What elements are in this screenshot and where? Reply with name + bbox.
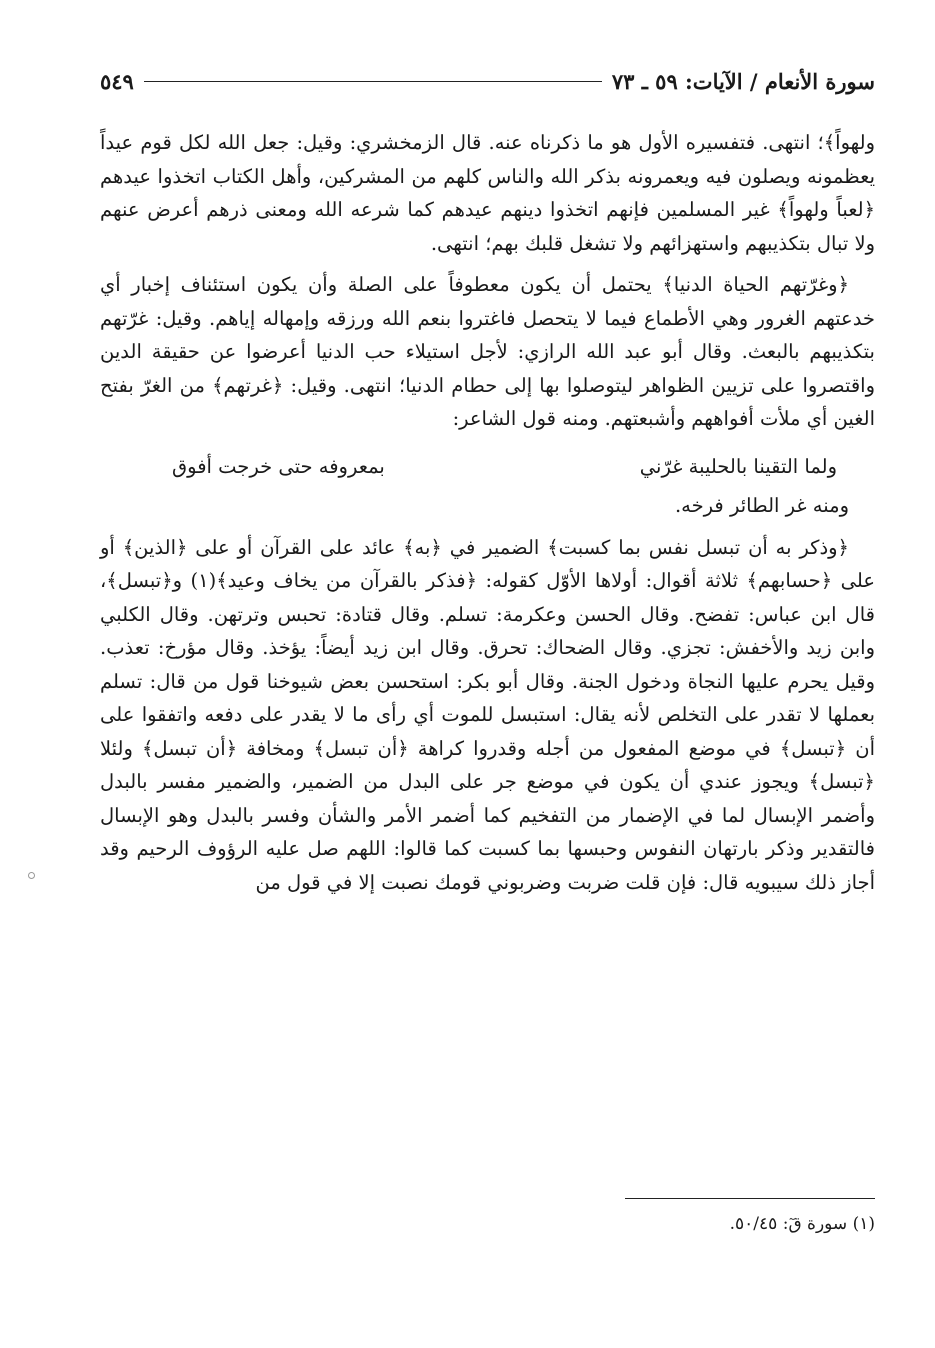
verse-second-hemistich: بمعروفه حتى خرجت أفوق xyxy=(172,454,385,478)
verse-first-hemistich: ولما التقينا بالحليبة غرّني xyxy=(639,454,837,478)
footnote: (١) سورة قٓ: ٥٠/٤٥. xyxy=(729,1214,875,1234)
running-header xyxy=(100,64,875,98)
paragraph-1: ولهواً﴾؛ انتهى. فتفسيره الأول هو ما ذكرناه عنه. قال الزمخشري: وقيل: جعل الله لكل قوم عيداً يعظمونه ويصلون فيه ويعمرونه بذكر الله والناس كلهم من المشركين، وأهل الكتاب اتخذوا عيدهم ﴿لعباً ولهواً﴾ غير المسلمين فإنهم اتخذوا دينهم عيدهم كما شرعه الله ومعنى ذرهم أعرض عنهم ولا تبال بتكذيبهم واستهزائهم ولا تشغل قلبك بهم؛ انتهى. xyxy=(100,131,875,255)
poetry-verse xyxy=(172,450,837,484)
running-title: سورة الأنعام / الآيات: ٥٩ ـ ٧٣ xyxy=(611,68,875,94)
header-rule xyxy=(144,81,602,82)
footnote-rule xyxy=(625,1198,875,1199)
margin-mark xyxy=(28,872,35,879)
paragraph-2: ﴿وغرّتهم الحياة الدنيا﴾ يحتمل أن يكون معطوفاً على الصلة وأن يكون استئناف إخبار أي خدعتهم الغرور وهي الأطماع فيما لا يتحصل فاغتروا بنعم الله ورزقه وإمهاله إياهم. وقيل: غرّتهم بتكذيبهم بالبعث. وقال أبو عبد الله الرازي: لأجل استيلاء حب الدنيا أعرضوا عن حقيقة الدين واقتصروا على تزيين الظواهر ليتوصلوا بها إلى حطام الدنيا؛ انتهى. وقيل: ﴿غرتهم﴾ من الغرّ بفتح الغين أي ملأت أفواههم وأشبعتهم. ومنه قول الشاعر: xyxy=(100,273,875,430)
paragraph-3: ﴿وذكر به أن تبسل نفس بما كسبت﴾ الضمير في ﴿به﴾ عائد على القرآن أو على ﴿الذين﴾ أو على ﴿حسابهم﴾ ثلاثة أقوال: أولاها الأوّل كقوله: ﴿فذكر بالقرآن من يخاف وعيد﴾(١) و﴿تبسل﴾، قال ابن عباس: تفضح. وقال الحسن وعكرمة: تسلم. وقال قتادة: تحبس وترتهن. وقال الكلبي وابن زيد والأخفش: تجزي. وقال الضحاك: تحرق. وقال ابن زيد أيضاً: يؤخذ. وقال مؤرخ: تعذب. وقيل يحرم عليها النجاة ودخول الجنة. وقال أبو بكر: استحسن بعض شيوخنا قول من قال: تسلم بعملها لا تقدر على التخلص لأنه يقال: استبسل للموت أي رأى ما لا يقدر على دفعه واتفقوا على أن ﴿تبسل﴾ في موضع المفعول من أجله وقدروا كراهة ﴿أن تبسل﴾ ومخافة ﴿أن تبسل﴾ ولئلا ﴿تبسل﴾ ويجوز عندي أن يكون في موضع جر على البدل من الضمير، والضمير مفسر بالبدل وأضمر الإبسال لما في الإضمار من التفخيم كما أضمر الأمر والشأن وفسر بالبدل وهو الإبسال فالتقدير وذكر بارتهان النفوس وحبسها بما كسبت كما قالوا: اللهم صل عليه الرؤوف الرحيم وقد أجاز ذلك سيبويه قال: فإن قلت ضربت وضربوني قومك نصبت إلا في قول من xyxy=(100,535,875,894)
page-number: ٥٤٩ xyxy=(100,68,134,94)
main-text xyxy=(100,126,875,899)
after-verse-line: ومنه غر الطائر فرخه. xyxy=(674,494,849,517)
